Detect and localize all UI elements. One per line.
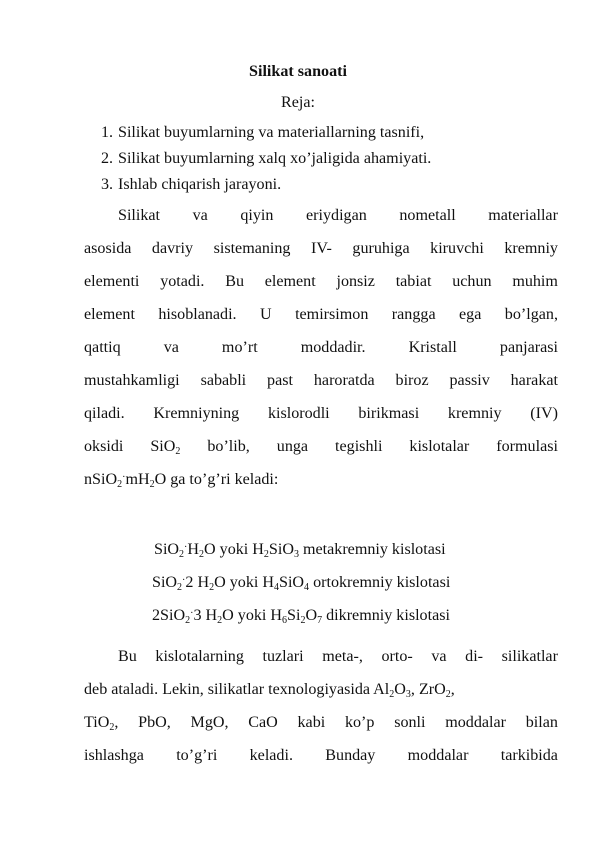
word: ko’p xyxy=(344,714,375,731)
word: past xyxy=(267,372,293,389)
word: qiyin xyxy=(240,207,274,224)
word: silikatlar xyxy=(501,648,558,665)
formula-part: TiO xyxy=(84,714,110,731)
subscript: 2 xyxy=(300,615,306,626)
subscript: 2 xyxy=(263,549,269,560)
subscript: 2 xyxy=(445,689,451,700)
word: muhim xyxy=(512,273,558,290)
word: sistemaning xyxy=(213,240,291,257)
formula-part: 2SiO xyxy=(152,607,186,624)
word: Kremniyning xyxy=(153,405,240,422)
formula-line xyxy=(0,540,596,560)
word: tegishli xyxy=(335,438,383,455)
plan-item-number: 3. xyxy=(101,176,114,193)
formula-part: SiO xyxy=(152,574,178,591)
subscript: 3 xyxy=(405,689,411,700)
paragraph-1 xyxy=(84,206,558,503)
subscript: 4 xyxy=(274,582,279,593)
word: va xyxy=(431,648,447,665)
plan-item xyxy=(101,149,431,175)
subscript: 4 xyxy=(304,582,310,593)
word: element xyxy=(264,273,316,290)
subscript: 2 xyxy=(177,582,183,593)
chem-formula xyxy=(84,713,118,746)
text-line xyxy=(84,239,558,272)
formula-part: O yoki H xyxy=(204,541,264,558)
word: eriydigan xyxy=(306,207,367,224)
word: kremniy xyxy=(447,405,502,422)
word: tarkibida xyxy=(500,747,558,764)
formula-part: , xyxy=(450,681,455,698)
word: unga xyxy=(276,438,309,455)
word: Bu xyxy=(225,273,244,290)
word: rangga xyxy=(391,306,436,323)
text-line xyxy=(84,647,558,680)
text-line xyxy=(84,470,558,503)
formula-part: O ga to’g’ri keladi: xyxy=(154,471,279,488)
formula-part: ortokremniy kislotasi xyxy=(309,574,451,591)
word: panjarasi xyxy=(499,339,558,356)
text-line xyxy=(84,713,558,746)
subscript: 2 xyxy=(389,689,395,700)
word: davriy xyxy=(151,240,194,257)
formula-part: 3 H xyxy=(193,607,218,624)
word: biroz xyxy=(395,372,429,389)
word: sonli xyxy=(394,714,426,731)
text-line xyxy=(84,680,558,713)
word: orto- xyxy=(381,648,413,665)
plan-item xyxy=(101,123,431,149)
word: IV- xyxy=(311,240,332,257)
word: haroratda xyxy=(313,372,375,389)
formula-part: O yoki H xyxy=(222,607,283,624)
word: mo’rt xyxy=(221,339,258,356)
word: to’g’ri xyxy=(176,747,218,764)
multiply-dot: · xyxy=(122,472,126,483)
subscript: 2 xyxy=(109,722,115,733)
formula-part: Si xyxy=(287,607,301,624)
word: va xyxy=(163,339,179,356)
word: meta-, xyxy=(322,648,363,665)
word: kabi xyxy=(297,714,326,731)
subscript: 2 xyxy=(199,549,205,560)
word: kislotalar xyxy=(409,438,470,455)
text-line xyxy=(84,305,558,338)
word: kislotalarning xyxy=(155,648,244,665)
formula-part: O xyxy=(394,681,406,698)
formula-part: H xyxy=(187,541,200,558)
word: MgO, xyxy=(190,714,229,731)
word: materiallar xyxy=(488,207,558,224)
text-line xyxy=(84,404,558,437)
word: harakat xyxy=(510,372,558,389)
formula-part: SiO xyxy=(268,541,294,558)
word: temirsimon xyxy=(295,306,369,323)
word: formulasi xyxy=(496,438,558,455)
word: uchun xyxy=(452,273,492,290)
subscript: 2 xyxy=(185,615,191,626)
multiply-dot: · xyxy=(184,542,188,553)
text-line xyxy=(84,437,558,470)
subscript: 2 xyxy=(179,549,185,560)
word: asosida xyxy=(84,240,132,257)
word: kremniy xyxy=(504,240,558,257)
word: moddadir. xyxy=(300,339,366,356)
plan-item-number: 1. xyxy=(101,124,114,141)
formula-part: SiO xyxy=(279,574,305,591)
word: jonsiz xyxy=(336,273,375,290)
word: ega xyxy=(459,306,482,323)
word: PbO, xyxy=(138,714,171,731)
word: mustahkamligi xyxy=(84,372,180,389)
formula-part: deb ataladi. Lekin, silikatlar texnologiyasida Al xyxy=(84,681,390,698)
word: bo’lgan, xyxy=(504,306,558,323)
subscript: 2 xyxy=(217,615,223,626)
word: nometall xyxy=(399,207,456,224)
word: passiv xyxy=(449,372,490,389)
word: keladi. xyxy=(249,747,293,764)
subscript: 6 xyxy=(282,615,288,626)
word: kiruvchi xyxy=(430,240,484,257)
formula-line xyxy=(0,573,596,593)
plan-heading: Reja: xyxy=(281,94,315,111)
word: tuzlari xyxy=(262,648,304,665)
formula-part: SiO xyxy=(154,541,180,558)
paragraph-2 xyxy=(84,647,558,779)
plan-item-text: Silikat buyumlarning xalq xo’jaligida ahamiyati. xyxy=(118,150,432,167)
word: moddalar xyxy=(445,714,507,731)
word: yotadi. xyxy=(160,273,205,290)
word: kislorodli xyxy=(267,405,330,422)
plan-list xyxy=(101,123,431,201)
subscript: 2 xyxy=(117,479,123,490)
word: U xyxy=(260,306,272,323)
subscript: 3 xyxy=(293,549,299,560)
subscript: 2 xyxy=(149,479,155,490)
word: va xyxy=(192,207,208,224)
word: Bu xyxy=(118,648,137,665)
plan-item-number: 2. xyxy=(101,150,114,167)
formula-part: nSiO xyxy=(84,471,118,488)
text-line xyxy=(84,272,558,305)
word: bilan xyxy=(525,714,558,731)
word: Bunday xyxy=(325,747,376,764)
formula-part: , ZrO xyxy=(410,681,446,698)
word: Silikat xyxy=(118,207,161,224)
chem-formula xyxy=(150,437,180,470)
word: oksidi xyxy=(84,438,124,455)
word: Kristall xyxy=(408,339,457,356)
word: (IV) xyxy=(530,405,558,422)
word: qattiq xyxy=(84,339,121,356)
chem-text xyxy=(84,680,455,713)
document-title: Silikat sanoati xyxy=(249,63,347,80)
word: bo’lib, xyxy=(207,438,250,455)
chem-formula xyxy=(84,470,278,503)
word: guruhiga xyxy=(352,240,410,257)
word: moddalar xyxy=(407,747,469,764)
multiply-dot: · xyxy=(182,575,186,586)
word: ishlashga xyxy=(84,747,144,764)
text-line xyxy=(84,206,558,239)
word: qiladi. xyxy=(84,405,125,422)
word: CaO xyxy=(248,714,278,731)
formula-part: metakremniy kislotasi xyxy=(298,541,446,558)
subscript: 7 xyxy=(317,615,323,626)
word: birikmasi xyxy=(358,405,420,422)
formula-part: , xyxy=(114,714,119,731)
formula-part: SiO xyxy=(150,438,176,455)
formula-part: dikremniy kislotasi xyxy=(322,607,450,624)
word: element xyxy=(84,306,135,323)
text-line xyxy=(84,746,558,779)
plan-item-text: Ishlab chiqarish jarayoni. xyxy=(118,176,282,193)
formula-part: O xyxy=(305,607,318,624)
subscript: 2 xyxy=(175,446,181,457)
text-line xyxy=(84,338,558,371)
word: sababli xyxy=(200,372,247,389)
word: tabiat xyxy=(395,273,432,290)
word: di- xyxy=(465,648,484,665)
subscript: 2 xyxy=(209,582,215,593)
text-line xyxy=(84,371,558,404)
multiply-dot: · xyxy=(190,608,194,619)
plan-item xyxy=(101,175,431,201)
formula-part: O yoki H xyxy=(214,574,274,591)
formula-part: 2 H xyxy=(185,574,210,591)
word: hisoblanadi. xyxy=(158,306,237,323)
formula-part: mH xyxy=(125,471,150,488)
formula-line xyxy=(0,606,596,626)
plan-item-text: Silikat buyumlarning va materiallarning tasnifi, xyxy=(118,124,425,141)
word: elementi xyxy=(84,273,140,290)
